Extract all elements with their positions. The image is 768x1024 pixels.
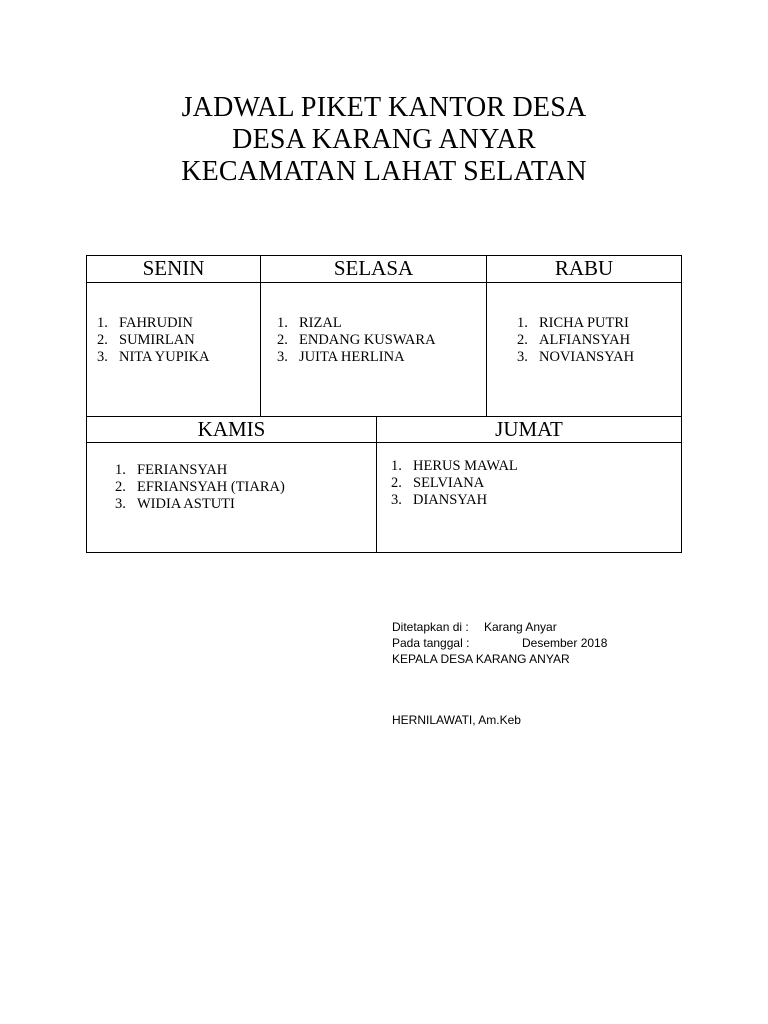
- date-value: Desember 2018: [522, 636, 608, 650]
- day-label: SELASA: [333, 256, 414, 280]
- list-item: 2. ENDANG KUSWARA: [277, 332, 436, 348]
- list-item: 3. DIANSYAH: [391, 492, 488, 508]
- day-cell-jumat: [376, 442, 682, 553]
- title-line-3: KECAMATAN LAHAT SELATAN: [181, 156, 587, 187]
- member-list-jumat: [391, 458, 518, 509]
- list-item: 3. WIDIA ASTUTI: [115, 496, 235, 512]
- place-value: Karang Anyar: [484, 620, 557, 634]
- list-item: 2. ALFIANSYAH: [517, 332, 631, 348]
- day-label: SENIN: [142, 256, 205, 280]
- member-list-rabu: [517, 315, 634, 366]
- list-item: 2. SUMIRLAN: [97, 332, 195, 348]
- list-item: 1. RICHA PUTRI: [517, 315, 629, 331]
- member-list-kamis: [115, 462, 285, 513]
- day-label: JUMAT: [495, 417, 563, 441]
- day-cell-selasa: [260, 282, 487, 417]
- list-item: 3. JUITA HERLINA: [277, 349, 405, 365]
- day-header-rabu: [486, 255, 682, 283]
- day-label: KAMIS: [197, 417, 266, 441]
- day-cell-kamis: [86, 442, 377, 553]
- list-item: 1. HERUS MAWAL: [391, 458, 518, 474]
- list-item: 3. NITA YUPIKA: [97, 349, 210, 365]
- day-header-senin: [86, 255, 261, 283]
- day-cell-senin: [86, 282, 261, 417]
- office-title: KEPALA DESA KARANG ANYAR: [392, 652, 570, 666]
- day-cell-rabu: [486, 282, 682, 417]
- day-header-jumat: [376, 416, 682, 443]
- member-list-senin: [97, 315, 210, 366]
- day-label: RABU: [554, 256, 614, 280]
- list-item: 3. NOVIANSYAH: [517, 349, 635, 365]
- day-header-selasa: [260, 255, 487, 283]
- place-label: Ditetapkan di :: [392, 620, 469, 634]
- list-item: 2. SELVIANA: [391, 475, 485, 491]
- list-item: 2. EFRIANSYAH (TIARA): [115, 479, 285, 495]
- title-line-2: DESA KARANG ANYAR: [232, 124, 536, 155]
- signatory-name: HERNILAWATI, Am.Keb: [392, 713, 521, 727]
- day-header-kamis: [86, 416, 377, 443]
- member-list-selasa: [277, 315, 436, 366]
- date-label: Pada tanggal :: [392, 636, 470, 650]
- list-item: 1. RIZAL: [277, 315, 342, 331]
- list-item: 1. FAHRUDIN: [97, 315, 193, 331]
- title-line-1: JADWAL PIKET KANTOR DESA: [181, 92, 587, 123]
- list-item: 1. FERIANSYAH: [115, 462, 228, 478]
